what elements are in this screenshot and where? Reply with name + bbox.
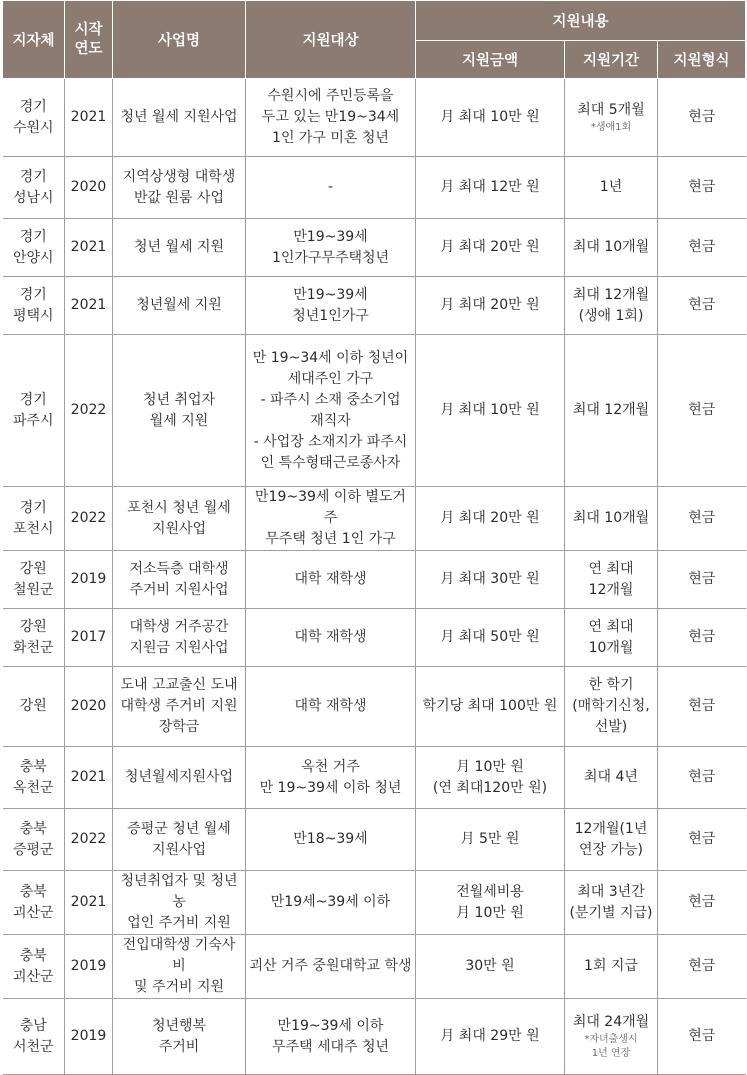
cell-target (246, 871, 416, 935)
cell-form (658, 219, 746, 277)
header-region: 지자체 (3, 1, 65, 79)
target-text: 괴산 거주 중원대학교 학생 (249, 958, 412, 974)
period-text: 최대 4년 (584, 769, 638, 785)
region-text: 충북 증평군 (12, 820, 54, 858)
cell-year (65, 999, 113, 1075)
cell-form (658, 809, 746, 871)
cell-period (565, 809, 658, 871)
cell-program (113, 157, 246, 219)
cell-year (65, 609, 113, 667)
period-text: 한 학기 (매학기신청, 선발) (572, 677, 650, 735)
region-text: 충북 옥천군 (12, 758, 54, 796)
amount-text: 月 최대 50만 원 (440, 629, 540, 645)
cell-period (565, 157, 658, 219)
year-text: 2021 (70, 894, 107, 910)
form-text: 현금 (688, 571, 716, 587)
cell-region (3, 667, 65, 747)
header-program: 사업명 (113, 1, 246, 79)
form-text: 현금 (688, 510, 716, 526)
cell-amount (416, 157, 565, 219)
cell-region (3, 487, 65, 551)
cell-period (565, 747, 658, 809)
cell-program (113, 219, 246, 277)
target-text: - (327, 179, 334, 195)
cell-target (246, 157, 416, 219)
cell-program (113, 551, 246, 609)
form-text: 현금 (688, 297, 716, 313)
header-form: 지원형식 (658, 41, 746, 79)
year-text: 2017 (70, 629, 107, 645)
cell-year (65, 335, 113, 487)
amount-text: 月 최대 10만 원 (440, 402, 540, 418)
cell-program (113, 335, 246, 487)
cell-form (658, 277, 746, 335)
form-text: 현금 (688, 629, 716, 645)
cell-amount (416, 935, 565, 999)
cell-target (246, 935, 416, 999)
cell-form (658, 871, 746, 935)
cell-period (565, 219, 658, 277)
amount-text: 30만 원 (465, 958, 515, 974)
region-text: 강원 철원군 (12, 560, 54, 598)
cell-form (658, 609, 746, 667)
region-text: 충남 서천군 (12, 1017, 54, 1055)
header-period: 지원기간 (565, 41, 658, 79)
cell-period (565, 609, 658, 667)
cell-region (3, 809, 65, 871)
cell-amount (416, 551, 565, 609)
cell-amount (416, 277, 565, 335)
cell-target (246, 335, 416, 487)
table-row (3, 551, 746, 609)
cell-region (3, 157, 65, 219)
cell-period (565, 667, 658, 747)
cell-form (658, 79, 746, 157)
year-text: 2022 (70, 831, 107, 847)
table-row (3, 871, 746, 935)
amount-text: 月 5만 원 (460, 831, 520, 847)
year-text: 2021 (70, 239, 107, 255)
target-text: 대학 재학생 (294, 698, 367, 714)
period-text: 1회 지급 (584, 958, 638, 974)
cell-year (65, 667, 113, 747)
cell-program (113, 809, 246, 871)
target-text: 만19~39세 이하 무주택 세대주 청년 (271, 1017, 390, 1055)
period-text: 연 최대 12개월 (588, 560, 634, 598)
cell-program (113, 999, 246, 1075)
cell-program (113, 871, 246, 935)
cell-year (65, 871, 113, 935)
program-text: 청년 월세 지원사업 (120, 109, 238, 125)
amount-text: 月 최대 10만 원 (440, 109, 540, 125)
amount-text: 학기당 최대 100만 원 (422, 698, 558, 714)
cell-region (3, 609, 65, 667)
table-row (3, 277, 746, 335)
cell-amount (416, 667, 565, 747)
cell-year (65, 809, 113, 871)
cell-target (246, 667, 416, 747)
cell-region (3, 335, 65, 487)
period-note: *자녀출생시 1년 연장 (584, 1034, 638, 1059)
table-row (3, 609, 746, 667)
table-row (3, 487, 746, 551)
cell-amount (416, 809, 565, 871)
region-text: 경기 평택시 (12, 286, 54, 324)
cell-form (658, 999, 746, 1075)
region-text: 경기 수원시 (12, 98, 54, 136)
cell-target (246, 999, 416, 1075)
cell-form (658, 335, 746, 487)
cell-program (113, 935, 246, 999)
cell-target (246, 747, 416, 809)
cell-amount (416, 999, 565, 1075)
cell-amount (416, 79, 565, 157)
region-text: 충북 괴산군 (12, 883, 54, 921)
program-text: 포천시 청년 월세 지원사업 (127, 499, 231, 537)
period-text: 1년 (599, 179, 623, 195)
header-amount: 지원금액 (416, 41, 565, 79)
region-text: 경기 파주시 (12, 391, 54, 429)
amount-text: 月 최대 29만 원 (440, 1028, 540, 1044)
cell-year (65, 551, 113, 609)
cell-form (658, 487, 746, 551)
cell-region (3, 551, 65, 609)
year-text: 2021 (70, 109, 107, 125)
cell-target (246, 551, 416, 609)
region-text: 강원 (19, 698, 47, 714)
form-text: 현금 (688, 1028, 716, 1044)
cell-region (3, 935, 65, 999)
form-text: 현금 (688, 239, 716, 255)
cell-period (565, 335, 658, 487)
table-row (3, 747, 746, 809)
cell-target (246, 219, 416, 277)
cell-target (246, 809, 416, 871)
amount-text: 月 최대 20만 원 (440, 297, 540, 313)
target-text: 만19세~39세 이하 (270, 894, 391, 910)
program-text: 대학생 거주공간 지원금 지원사업 (129, 618, 229, 656)
period-text: 최대 12개월 (생애 1회) (572, 286, 650, 324)
program-text: 청년 월세 지원 (133, 239, 225, 255)
table-row (3, 667, 746, 747)
cell-program (113, 277, 246, 335)
cell-region (3, 999, 65, 1075)
cell-region (3, 219, 65, 277)
cell-region (3, 871, 65, 935)
header-target: 지원대상 (246, 1, 416, 79)
target-text: 만19~39세 1인가구무주택청년 (271, 228, 390, 266)
form-text: 현금 (688, 831, 716, 847)
region-text: 경기 안양시 (12, 228, 54, 266)
program-text: 청년월세 지원 (136, 297, 222, 313)
period-text: 최대 10개월 (572, 239, 650, 255)
cell-form (658, 551, 746, 609)
cell-region (3, 747, 65, 809)
cell-amount (416, 487, 565, 551)
year-text: 2020 (70, 179, 107, 195)
cell-program (113, 667, 246, 747)
header-support: 지원내용 (416, 1, 746, 41)
amount-text: 月 10만 원 (연 최대120만 원) (432, 758, 548, 796)
cell-period (565, 935, 658, 999)
target-text: 만 19~34세 이하 청년이 세대주인 가구 - 파주시 소재 중소기업 재직자 - 사업장 소재지가 파주시 인 특수형태근로종사자 (252, 349, 409, 471)
cell-form (658, 157, 746, 219)
cell-amount (416, 335, 565, 487)
cell-form (658, 747, 746, 809)
cell-year (65, 747, 113, 809)
cell-region (3, 79, 65, 157)
cell-form (658, 935, 746, 999)
year-text: 2019 (70, 571, 107, 587)
period-text: 최대 24개월 (572, 1014, 650, 1030)
amount-text: 月 최대 20만 원 (440, 510, 540, 526)
program-text: 청년행복 주거비 (151, 1017, 207, 1055)
form-text: 현금 (688, 958, 716, 974)
year-text: 2022 (70, 510, 107, 526)
period-text: 최대 10개월 (572, 510, 650, 526)
form-text: 현금 (688, 179, 716, 195)
cell-year (65, 219, 113, 277)
period-text: 최대 5개월 (577, 102, 645, 118)
cell-region (3, 277, 65, 335)
period-text: 연 최대 10개월 (588, 618, 634, 656)
program-text: 청년 취업자 월세 지원 (142, 391, 216, 429)
program-text: 증평군 청년 월세 지원사업 (127, 820, 231, 858)
table-row (3, 79, 746, 157)
amount-text: 月 최대 20만 원 (440, 239, 540, 255)
target-text: 대학 재학생 (294, 629, 367, 645)
cell-program (113, 487, 246, 551)
target-text: 만19~39세 청년1인가구 (292, 286, 369, 324)
form-text: 현금 (688, 109, 716, 125)
cell-program (113, 609, 246, 667)
amount-text: 月 최대 12만 원 (440, 179, 540, 195)
cell-amount (416, 747, 565, 809)
period-text: 12개월(1년 연장 가능) (574, 820, 648, 858)
table-row (3, 999, 746, 1075)
program-text: 도내 고교출신 도내 대학생 주거비 지원 장학금 (120, 677, 238, 735)
cell-period (565, 551, 658, 609)
cell-amount (416, 609, 565, 667)
table-row (3, 809, 746, 871)
table-row (3, 335, 746, 487)
header-start-year: 시작 연도 (65, 1, 113, 79)
target-text: 대학 재학생 (294, 571, 367, 587)
cell-period (565, 79, 658, 157)
amount-text: 전월세비용 月 10만 원 (456, 883, 524, 921)
region-text: 경기 성남시 (12, 168, 54, 206)
table-row (3, 219, 746, 277)
cell-period (565, 277, 658, 335)
period-note: *생애1회 (590, 122, 632, 133)
target-text: 옥천 거주 만 19~39세 이하 청년 (259, 758, 402, 796)
cell-period (565, 999, 658, 1075)
form-text: 현금 (688, 894, 716, 910)
cell-amount (416, 871, 565, 935)
year-text: 2019 (70, 1028, 107, 1044)
table-row (3, 157, 746, 219)
cell-period (565, 487, 658, 551)
period-text: 최대 3년간 (분기별 지급) (569, 883, 653, 921)
cell-year (65, 277, 113, 335)
cell-year (65, 487, 113, 551)
cell-form (658, 667, 746, 747)
program-text: 청년월세지원사업 (124, 769, 234, 785)
target-text: 만19~39세 이하 별도거주 무주택 청년 1인 가구 (255, 489, 406, 547)
year-text: 2020 (70, 698, 107, 714)
program-text: 청년취업자 및 청년농 업인 주거비 지원 (120, 873, 238, 931)
year-text: 2019 (70, 958, 107, 974)
target-text: 만18~39세 (293, 831, 368, 847)
target-text: 수원시에 주민등록을 두고 있는 만19~34세 1인 가구 미혼 청년 (261, 88, 400, 146)
region-text: 경기 포천시 (12, 499, 54, 537)
program-text: 전입대학생 기숙사비 및 주거비 지원 (122, 937, 236, 995)
year-text: 2021 (70, 769, 107, 785)
program-text: 지역상생형 대학생 반값 원룸 사업 (122, 168, 236, 206)
table-row (3, 935, 746, 999)
cell-program (113, 79, 246, 157)
form-text: 현금 (688, 402, 716, 418)
cell-year (65, 79, 113, 157)
period-text: 최대 12개월 (572, 402, 650, 418)
cell-program (113, 747, 246, 809)
form-text: 현금 (688, 698, 716, 714)
cell-year (65, 935, 113, 999)
cell-target (246, 487, 416, 551)
program-text: 저소득층 대학생 주거비 지원사업 (129, 560, 229, 598)
cell-amount (416, 219, 565, 277)
cell-target (246, 277, 416, 335)
support-program-table (2, 0, 746, 1075)
form-text: 현금 (688, 769, 716, 785)
region-text: 충북 괴산군 (12, 947, 54, 985)
amount-text: 月 최대 30만 원 (440, 571, 540, 587)
cell-target (246, 609, 416, 667)
cell-year (65, 157, 113, 219)
region-text: 강원 화천군 (12, 618, 54, 656)
year-text: 2021 (70, 297, 107, 313)
cell-period (565, 871, 658, 935)
year-text: 2022 (70, 402, 107, 418)
cell-target (246, 79, 416, 157)
